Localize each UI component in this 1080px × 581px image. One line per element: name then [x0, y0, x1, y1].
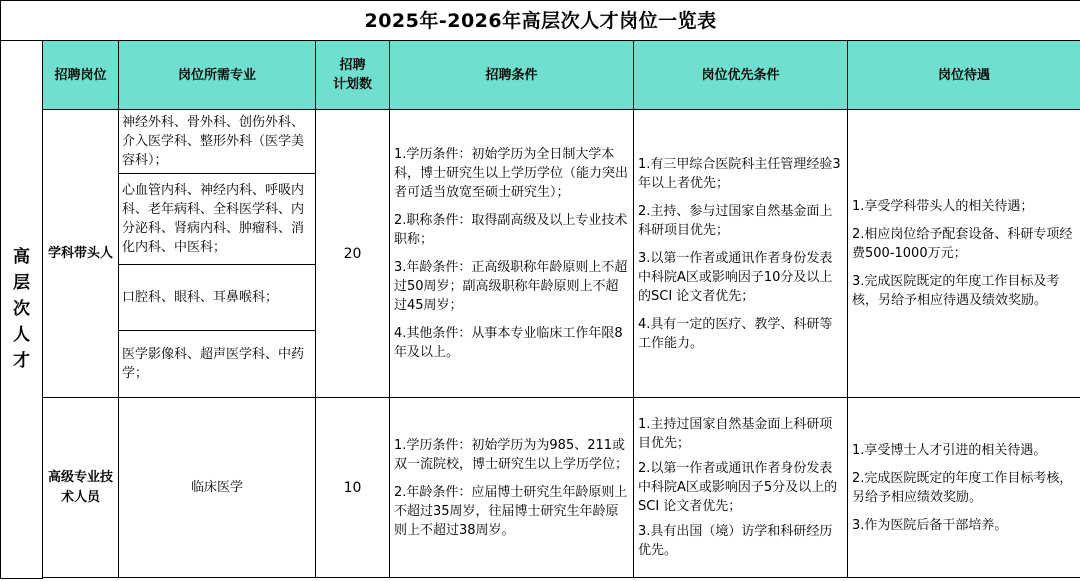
header-majors: 岗位所需专业 [119, 41, 316, 110]
benefits-cell: 1.享受学科带头人的相关待遇； 2.相应岗位给予配套设备、科研专项经费500-1000万元； 3.完成医院既定的年度工作目标及考核，另给予相应待遇及绩效奖励。 [848, 110, 1080, 398]
header-requirements: 招聘条件 [390, 41, 634, 110]
page-title: 2025年-2026年高层次人才岗位一览表 [1, 1, 1080, 41]
priority-cell: 1.主持过国家自然基金面上科研项目优先； 2.以第一作者或通讯作者身份发表中科院A区或影响因子5分及以上的SCI 论文者优先； 3.具有出国（境）访学和科研经历优先。 [634, 398, 848, 578]
major-cell: 临床医学 [119, 398, 316, 578]
major-cell: 口腔科、眼科、耳鼻喉科； [119, 265, 316, 331]
table-row [1, 110, 1080, 174]
requirements-cell: 1.学历条件：初始学历为为985、211或双一流院校，博士研究生以上学历学位； 2.年龄条件：应届博士研究生年龄原则上不超过35周岁，往届博士研究生年龄原则上不超过38周岁。 [390, 398, 634, 578]
major-cell: 神经外科、骨外科、创伤外科、介入医学科、整形外科（医学美容科）； [119, 110, 316, 174]
major-cell: 心血管内科、神经内科、呼吸内科、老年病科、全科医学科、内分泌科、肾病内科、肿瘤科、消化内科、中医科； [119, 174, 316, 265]
plan-count: 20 [316, 110, 390, 398]
table-row [1, 398, 1080, 578]
header-benefits: 岗位待遇 [848, 41, 1080, 110]
priority-cell: 1.有三甲综合医院科主任管理经验3年以上者优先； 2.主持、参与过国家自然基金面上科研项目优先； 3.以第一作者或通讯作者身份发表中科院A区或影响因子10分及以上的SCI 论文者优先； 4.具有一定的医疗、教学、科研等工作能力。 [634, 110, 848, 398]
header-row [1, 41, 1080, 110]
major-cell: 医学影像科、超声医学科、中药学； [119, 331, 316, 398]
position-cell: 高级专业技 术人员 [43, 398, 119, 578]
header-position: 招聘岗位 [43, 41, 119, 110]
requirements-cell: 1.学历条件：初始学历为全日制大学本科，博士研究生以上学历学位（能力突出者可适当放宽至硕士研究生）； 2.职称条件：取得副高级及以上专业技术职称； 3.年龄条件：正高级职称年龄原则上不超过50周岁；副高级职称年龄原则上不超过45周岁； 4.其他条件：从事本专业临床工作年限8年及以上。 [390, 110, 634, 398]
category-label: 高 层 次 人 才 [1, 41, 43, 579]
plan-count: 10 [316, 398, 390, 578]
header-priority: 岗位优先条件 [634, 41, 848, 110]
position-cell: 学科带头人 [43, 110, 119, 398]
header-plan: 招聘 计划数 [316, 41, 390, 110]
benefits-cell: 1.享受博士人才引进的相关待遇。 2.完成医院既定的年度工作目标考核，另给予相应绩效奖励。 3.作为医院后备干部培养。 [848, 398, 1080, 578]
